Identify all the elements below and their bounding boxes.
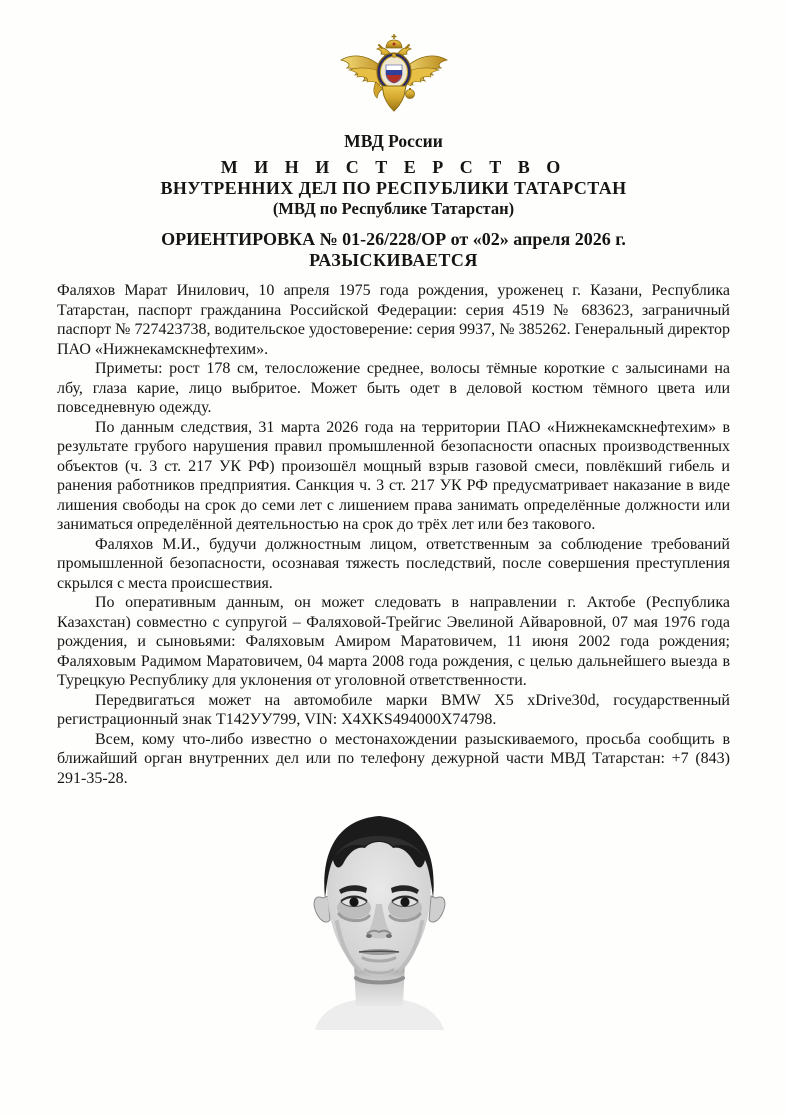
mvd-emblem-icon [0,0,787,118]
document-header [0,0,787,271]
imperial-crown [386,34,402,48]
ministry-title-line3: (МВД по Республике Татарстан) [272,199,515,218]
paragraph-description: Приметы: рост 178 см, телосложение среднее, волосы тёмные короткие с залысинами на лбу, глаза карие, лицо выбритое. Может быть одет в деловой костюм тёмного цвета или повседневную одежду. [57,360,730,416]
paragraph-identity: Фаляхов Марат Инилович, 10 апреля 1975 года рождения, уроженец г. Казани, Республика Татарстан, паспорт гражданина Российской Федерации: серия 4519 № 683623, заграничный паспорт № 727423738, водительское удостоверение: серия 9937, № 385262. Генеральный директор ПАО «Нижнекамскнефтехим». [57,282,730,358]
paragraph-contact: Всем, кому что-либо известно о местонахождении разыскиваемого, просьба сообщить в ближайший орган внутренних дел или по телефону дежурной части МВД Татарстан: +7 (843) 291-35-28. [57,730,730,787]
lower-shield [373,82,414,111]
central-badge [377,53,411,91]
tricolor-shield [386,65,402,83]
wanted-heading: РАЗЫСКИВАЕТСЯ [309,250,478,270]
paragraph-crime: По данным следствия, 31 марта 2026 года на территории ПАО «Нижнекамскнефтехим» в результате грубого нарушения правил промышленной безопасности опасных производственных объектов (ч. 3 ст. 217 УК РФ) произошёл мощный взрыв газовой смеси, повлёкший гибель и ранения работников предприятия. Санкция ч. 3 ст. 217 УК РФ предусматривает наказание в виде лишения свободы на срок до семи лет с лишением права занимать определённые должности или заниматься определённой деятельностью на срок до трёх лет или без такового. [57,418,730,533]
paragraph-responsibility: Фаляхов М.И., будучи должностным лицом, ответственным за соблюдение требований промышленной безопасности, осознавая тяжесть последствий, после совершения преступления скрылся с места происшествия. [57,535,730,592]
paragraph-vehicle: Передвигаться может на автомобиле марки BMW X5 xDrive30d, государственный регистрационный знак Т142УУ799, VIN: X4XKS494000X74798. [57,691,730,728]
orientation-number-title: ОРИЕНТИРОВКА № 01-26/228/ОР от «02» апреля 2026 г. [161,229,626,249]
ministry-title-line2: ВНУТРЕННИХ ДЕЛ ПО РЕСПУБЛИКИ ТАТАРСТАН [160,178,627,198]
paragraph-travel-info: По оперативным данным, он может следовать в направлении г. Актобе (Республика Казахстан) совместно с супругой – Фаляховой-Трейгис Эвелиной Айваровной, 07 мая 1976 года рождения, и сыновьями: Фаляховым Амиром Маратовичем, 11 июня 2002 года рождения; Фаляховым Радимом Маратовичем, 04 марта 2008 года рождения, с целью дальнейшего выезда в Турецкую Республику для уклонения от уголовной ответственности. [57,594,730,689]
wanted-person-photo [297,802,462,1030]
document-body [57,281,730,788]
org-name: МВД России [344,131,443,151]
ministry-title-line1: М И Н И С Т Е Р С Т В О [220,157,567,177]
